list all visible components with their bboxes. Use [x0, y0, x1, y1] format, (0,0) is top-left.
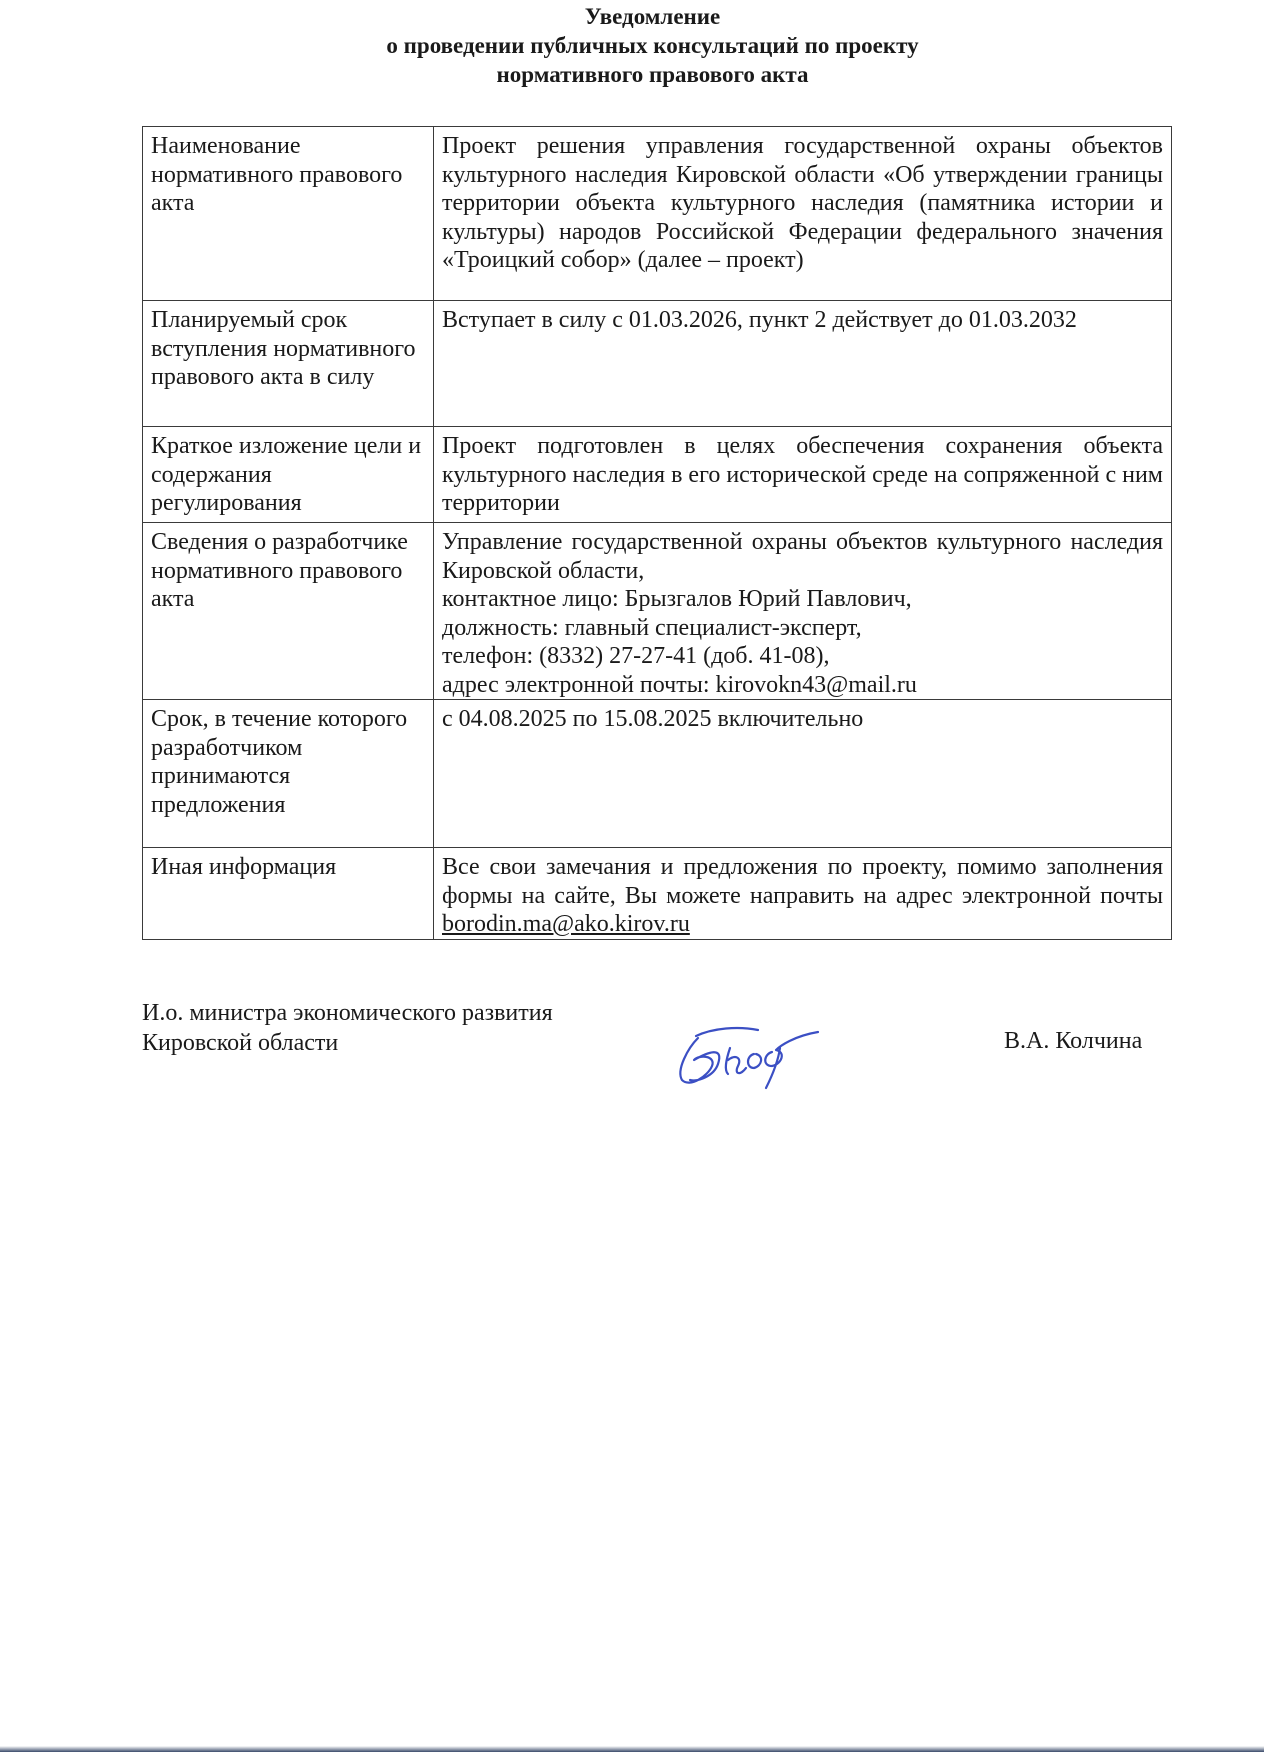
- row-label-proposal-period: Срок, в течение которого разработчиком принимаются предложения: [143, 700, 434, 848]
- row-label-developer: Сведения о разработчике нормативного правового акта: [143, 523, 434, 700]
- row-value-effective-date: Вступает в силу с 01.03.2026, пункт 2 действует до 01.03.2032: [434, 301, 1172, 427]
- other-info-email-link[interactable]: borodin.ma@ako.kirov.ru: [442, 911, 690, 937]
- signatory-position-line-2: Кировской области: [142, 1030, 339, 1056]
- developer-phone: телефон: (8332) 27-27-41 (доб. 41-08),: [442, 643, 830, 669]
- title-line-2: о проведении публичных консультаций по проекту: [386, 33, 919, 58]
- row-label-other-info: Иная информация: [143, 848, 434, 940]
- row-value-purpose: Проект подготовлен в целях обеспечения сохранения объекта культурного наследия в его исторической среде на сопряженной с ним территории: [434, 427, 1172, 523]
- title-line-3: нормативного правового акта: [496, 62, 809, 87]
- table-row-act-name: [143, 127, 1172, 301]
- developer-org: Управление государственной охраны объектов культурного наследия Кировской области,: [442, 529, 1163, 584]
- row-label-act-name: Наименование нормативного правового акта: [143, 127, 434, 301]
- scan-bottom-edge: [0, 1746, 1264, 1752]
- other-info-text: Все свои замечания и предложения по проекту, помимо заполнения формы на сайте, Вы можете направить на адрес электронной почты: [442, 854, 1163, 909]
- developer-email: адрес электронной почты: kirovokn43@mail.ru: [442, 671, 917, 698]
- table-row-purpose: [143, 427, 1172, 523]
- row-label-purpose: Краткое изложение цели и содержания регулирования: [143, 427, 434, 523]
- notice-table: [142, 126, 1172, 940]
- table-row-effective-date: [143, 301, 1172, 427]
- developer-position: должность: главный специалист-эксперт,: [442, 614, 862, 641]
- signature-strokes: [680, 1028, 818, 1088]
- signatory-position: [142, 998, 553, 1058]
- row-value-developer: [434, 523, 1172, 700]
- signatory-position-line-1: И.о. министра экономического развития: [142, 1000, 553, 1026]
- row-value-other-info: [434, 848, 1172, 940]
- title-line-1: Уведомление: [584, 4, 721, 29]
- signatory-name: В.А. Колчина: [1004, 1028, 1143, 1054]
- row-value-proposal-period: с 04.08.2025 по 15.08.2025 включительно: [434, 700, 1172, 848]
- table-row-proposal-period: [143, 700, 1172, 848]
- developer-contact: контактное лицо: Брызгалов Юрий Павлович,: [442, 586, 912, 612]
- table-row-developer: [143, 523, 1172, 700]
- table-row-other-info: [143, 848, 1172, 940]
- document-title: [0, 2, 1264, 89]
- handwritten-signature: [668, 1018, 828, 1090]
- row-value-act-name: Проект решения управления государственной охраны объектов культурного наследия Кировской области «Об утверждении границы территории объекта культурного наследия (памятника истории и культуры) народов Российской Федерации федерального значения «Троицкий собор» (далее – проект): [434, 127, 1172, 301]
- row-label-effective-date: Планируемый срок вступления нормативного правового акта в силу: [143, 301, 434, 427]
